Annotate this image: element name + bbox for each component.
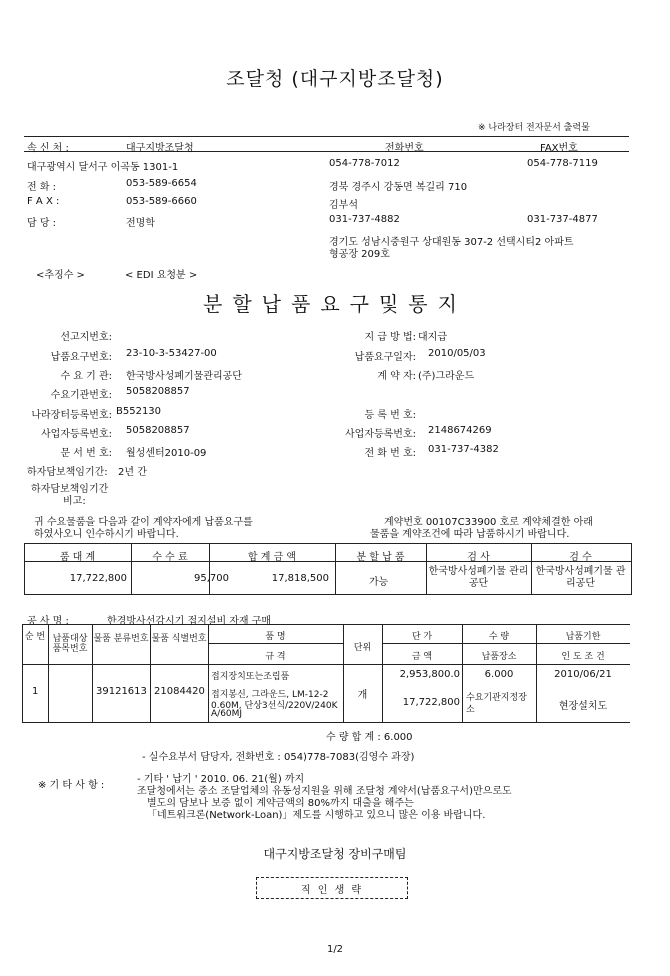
detail-top-rule [22,624,630,625]
info-label-contractor-phone: 전 화 번 호: [364,448,416,459]
info-label-warranty-2: 하자담보책임기간 [31,484,109,495]
recipient-value: 대구지방조달청 [126,143,194,154]
detail-header-class-no: 물품 분류번호 [93,634,149,644]
header-top-rule [24,136,629,137]
document-title: 조달청 (대구지방조달청) [226,68,444,90]
manager-label: 담 당 : [27,218,57,229]
info-value-contractor: (주)그라운드 [418,371,475,382]
info-label-remarks: 비고: [63,496,86,507]
etc-line3: 별도의 담보나 보증 없이 계약금액의 80%까지 대출을 해주는 [147,798,414,809]
detail-header-price: 단 가 [411,632,433,642]
recipient-address: 대구광역시 달서구 이곡동 1301-1 [27,162,179,173]
info-value-payment: 대지급 [418,332,447,343]
intro-left-line2: 하였사오니 인수하시기 바랍니다. [34,529,179,540]
detail-header-name: 품 명 [265,632,286,642]
fax-column-header: FAX번호 [540,143,578,154]
nara-output-note: ※ 나라장터 전자문서 출력물 [478,123,590,133]
project-label: 공 사 명 : [27,616,69,627]
summary-header-total: 합 계 금 액 [247,552,297,563]
detail-row-amount: 17,722,800 [402,697,460,708]
summary-header-goods-total: 품 대 계 [59,552,96,563]
contractor-address-1: 경북 경주시 강동면 복길리 710 [329,182,468,193]
info-value-nara-reg-no: B552130 [116,406,162,417]
detail-row-price: 2,953,800.0 [399,669,460,680]
detail-header-due: 납품기한 [565,632,601,642]
info-label-contractor-business-no: 사업자등록번호: [345,429,416,440]
page-number: 1/2 [326,944,344,955]
contractor-fax-1: 054-778-7119 [527,158,598,169]
detail-header-amount: 금 액 [411,652,433,662]
manager-value: 전명학 [126,218,155,229]
detail-header-condition: 인 도 조 건 [561,652,605,662]
info-value-contractor-phone: 031-737-4382 [428,444,499,455]
detail-header-target: 납품대상 품목번호 [52,634,88,654]
project-value: 한경방사선감시기 접지설비 자재 구매 [107,616,272,627]
fax-label: F A X : [27,196,60,207]
info-label-agency-no: 수요기관번호: [50,390,112,401]
detail-header-spec: 규 격 [265,652,286,662]
etc-line4: 「네트워크론(Network-Loan)」제도를 시행하고 있으니 많은 이용 바랍니다. [147,810,486,821]
info-label-warranty: 하자담보책임기간: [27,467,108,478]
detail-price-split [382,643,630,644]
info-label-contractor: 계 약 자: [377,371,416,382]
detail-name-split [208,643,343,644]
edi-ref: < EDI 요청분 > [125,270,198,281]
detail-row-spec-line1: 접지봉신, 그라운드, LM-12-2 [211,690,329,700]
fax-value: 053-589-6660 [126,196,197,207]
info-value-request-no: 23-10-3-53427-00 [126,348,217,359]
detail-row-unit: 개 [357,690,368,701]
detail-row-name: 접지장치또는조립품 [211,672,290,682]
detail-row-place-line1: 수요기관지정장 [466,693,527,703]
info-label-business-no: 사업자등록번호: [41,429,112,440]
official-seal-omitted: 직 인 생 략 [300,885,364,896]
recipient-label: 속 신 처 : [27,143,69,154]
detail-bottom-rule [22,722,630,723]
etc-label: ※ 기 타 사 항 : [38,780,105,791]
summary-value-goods-total: 17,722,800 [69,573,127,584]
detail-row-qty: 6.000 [484,669,514,680]
phone-column-header: 전화번호 [385,143,424,154]
contractor-phone-1: 054-778-7012 [329,158,400,169]
etc-line1: - 기타 ' 납기 ' 2010. 06. 21(월) 까지 [137,774,305,785]
info-value-agency-no: 5058208857 [126,386,190,397]
summary-value-inspection: 한국방사성폐기물 관리공단 [428,566,529,589]
etc-line2: 조달청에서는 중소 조달업체의 유동성지원을 위해 조달청 계약서(납품요구서)만으로도 [137,786,512,797]
quantity-total: 수 량 합 계 : 6.000 [326,732,413,743]
detail-header-rule [22,664,630,665]
contact-line: - 실수요부서 담당자, 전화번호 : 054)778-7083(김영수 과장) [142,752,415,763]
info-value-business-no: 5058208857 [126,425,190,436]
info-label-nara-reg-no: 나라장터등록번호: [31,410,112,421]
detail-header-unit: 단위 [353,643,372,653]
info-value-request-date: 2010/05/03 [428,348,486,359]
info-label-request-no: 납품요구번호: [50,352,112,363]
detail-row-class-no: 39121613 [96,686,147,697]
detail-col-divider [343,624,344,723]
info-label-reg-no: 등 록 번 호: [364,410,416,421]
contractor-rep: 김부석 [329,200,358,211]
phone-label: 전 화 : [27,182,57,193]
detail-header-ident-no: 물품 식별번호 [151,634,207,644]
detail-row-due: 2010/06/21 [554,669,612,680]
info-value-contractor-business-no: 2148674269 [428,425,492,436]
info-value-doc-no: 월성센터2010-09 [126,448,207,459]
summary-value-total: 17,818,500 [271,573,329,584]
detail-row-spec-line3: A/60MJ [211,709,243,719]
intro-right-line1: 계약번호 00107C33900 호로 계약체결한 아래 [384,517,593,528]
detail-row-condition: 현장설치도 [558,701,608,712]
intro-right-line2: 물품을 계약조건에 따라 납품하시기 바랍니다. [370,529,570,540]
detail-row-seq: 1 [32,686,39,697]
notice-title: 분할납품요구및통지 [203,292,467,316]
info-label-payment: 지 급 방 법: [364,332,416,343]
summary-header-acceptance: 검 수 [569,552,592,563]
info-label-doc-no: 문 서 번 호: [60,448,112,459]
chujing-ref: <추징수 > [36,270,85,281]
detail-header-place: 납품장소 [481,652,517,662]
footer-organization: 대구지방조달청 장비구매팀 [263,847,407,861]
contractor-address-2-line2: 형공장 209호 [329,249,390,260]
detail-row-place-line2: 소 [466,705,475,715]
info-value-warranty: 2년 간 [118,467,147,478]
contractor-phone-2: 031-737-4882 [329,214,400,225]
summary-header-inspection: 검 사 [467,552,490,563]
summary-value-split: 가능 [369,577,389,588]
detail-row-spec-line2: 0.60M, 단상3선식/220V/240K [211,701,338,711]
intro-left-line1: 귀 수요물품을 다음과 같이 계약자에게 납품요구를 [34,517,253,528]
info-label-demand-agency: 수 요 기 관: [60,371,112,382]
summary-header-fee: 수 수 료 [152,552,188,563]
header-sub-rule [24,151,629,152]
info-label-notice-no: 선고지번호: [60,332,112,343]
detail-header-qty: 수 량 [488,632,510,642]
summary-value-fee: 95,700 [194,573,229,584]
detail-row-ident-no: 21084420 [154,686,205,697]
detail-header-seq: 순 번 [24,632,46,642]
summary-header-split: 분 할 납 품 [356,552,405,563]
phone-value: 053-589-6654 [126,178,197,189]
summary-value-acceptance: 한국방사성폐기물 관리공단 [535,566,626,589]
info-label-request-date: 납품요구일자: [354,352,416,363]
contractor-fax-2: 031-737-4877 [527,214,598,225]
info-value-demand-agency: 한국방사성폐기물관리공단 [126,371,242,382]
contractor-address-2-line1: 경기도 성남시중원구 상대원동 307-2 선택시티2 아파트 [329,237,574,248]
